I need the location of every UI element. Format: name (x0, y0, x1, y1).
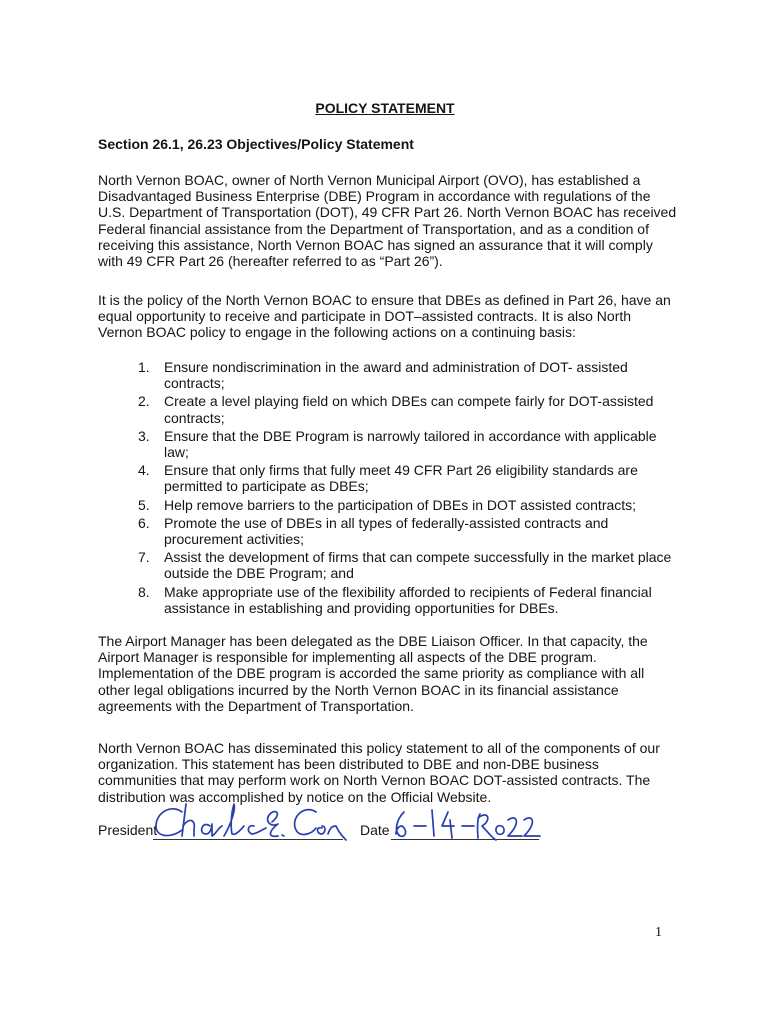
paragraph-policy-intro: It is the policy of the North Vernon BOAC to ensure that DBEs as defined in Part 26, have an equal opportunity to receive and participate in DOT–assisted contracts. It is also North Vernon BOAC policy to engage in the following actions on a continuing basis: (98, 292, 671, 341)
policy-actions-list (138, 359, 678, 618)
paragraph-distribution: North Vernon BOAC has disseminated this policy statement to all of the components of our organization. This statement has been distributed to DBE and non-DBE business communities that may perform work on North Vernon BOAC DOT-assisted contracts. The distribution was accomplished by notice on the Official Website. (98, 740, 660, 805)
list-item (138, 359, 678, 391)
list-item-text: Promote the use of DBEs in all types of federally-assisted contracts and procurement activities; (164, 514, 609, 548)
list-item (138, 515, 678, 547)
list-item (138, 549, 678, 581)
list-item-number: 5. (138, 496, 150, 513)
paragraph-program-overview: North Vernon BOAC, owner of North Vernon Municipal Airport (OVO), has established a Disadvantaged Business Enterprise (DBE) Program in accordance with regulations of the U.S. Department of Transportation (DOT), 49 CFR Part 26. North Vernon BOAC has received Federal financial assistance from the Department of Transportation, and as a condition of receiving this assistance, North Vernon BOAC has signed an assurance that it will comply with 49 CFR Part 26 (hereafter referred to as “Part 26”). (98, 172, 677, 270)
section-heading: Section 26.1, 26.23 Objectives/Policy Statement (98, 136, 414, 152)
list-item-number: 6. (138, 514, 150, 531)
list-item-number: 2. (138, 393, 150, 410)
list-item-number: 8. (138, 583, 150, 600)
list-item-text: Ensure that the DBE Program is narrowly tailored in accordance with applicable law; (164, 427, 657, 461)
list-item-text: Create a level playing field on which DBEs can compete fairly for DOT-assisted contracts; (164, 393, 654, 426)
signature-date (392, 806, 542, 842)
list-item (138, 497, 678, 513)
list-item-number: 3. (138, 427, 150, 444)
list-item (138, 462, 678, 494)
list-item (138, 584, 678, 616)
list-item-text: Assist the development of firms that can compete successfully in the market place outside the DBE Program; and (164, 549, 672, 582)
list-item-number: 7. (138, 549, 150, 566)
list-item-text: Make appropriate use of the flexibility afforded to recipients of Federal financial assistance in establishing and providing opportunities for DBEs. (164, 583, 652, 616)
list-item-text: Ensure that only firms that fully meet 49 CFR Part 26 eligibility standards are permitted to participate as DBEs; (164, 462, 638, 495)
list-item-text: Help remove barriers to the participation of DBEs in DOT assisted contracts; (164, 496, 637, 513)
document-title: POLICY STATEMENT (315, 100, 455, 116)
list-item-text: Ensure nondiscrimination in the award and administration of DOT- assisted contracts; (164, 359, 628, 392)
list-item (138, 428, 678, 460)
list-item-number: 4. (138, 462, 150, 479)
president-label: President (98, 822, 158, 838)
page-number: 1 (655, 925, 662, 940)
list-item-number: 1. (138, 359, 150, 375)
list-item (138, 393, 678, 425)
president-signature (150, 800, 350, 846)
paragraph-liaison-officer: The Airport Manager has been delegated as the DBE Liaison Officer. In that capacity, the Airport Manager is responsible for implementing all aspects of the DBE program. Implementation of the DBE program is accorded the same priority as compliance with all other legal obligations incurred by the North Vernon BOAC in its financial assistance agreements with the Department of Transportation. (98, 633, 648, 714)
date-label: Date (360, 822, 390, 838)
